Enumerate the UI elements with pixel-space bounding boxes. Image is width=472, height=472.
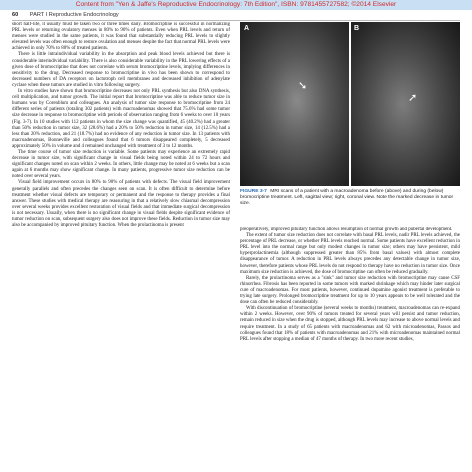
paragraph: short half-life, it usually must be taken two or three times daily. Bromocriptine is successful in normalizing PRL levels or returning ovulatory menses in 80% to 90% of patients. Even when PRL levels and return of menses were studied in the same patients, it was found that substantially reducing PRL levels to slightly elevated levels was often enough to restore ovulation and menses despite the fact that normal PRL levels were achieved in only 70% to 80% of treated patients. xyxy=(12,22,230,52)
paragraph: preoperatively, improved pituitary function allows resumption of normal growth and pubertal development. xyxy=(240,227,453,232)
paragraph: In vitro studies have shown that bromocriptine decreases not only PRL synthesis but also DNA synthesis, cell multiplication, and tumor growth. The initial report that bromocriptine was able to reduce tumor size in humans was by Corenblum and colleagues. An analysis of tumor size response to bromocriptine from 24 different series of patients (totaling 302 patients) with macroadenomas showed that 75.6% had some tumor size decrease in response to bromocriptine with periods of observation ranging from 6 weeks to over 10 years (Fig. 3-7). In 10 studies with 112 patients in whom the size change was quantified, 45 (40.2%) had a greater than 50% reduction in tumor size, 32 (28.6%) had a 20% to 50% reduction in tumor size, 14 (12.5%) had a less than 20% reduction, and 21 (18.7%) had no evidence of any reduction in tumor size. In 13 patients with macroadenomas, Bonneville and colleagues found that 6 tumors disappeared completely, 5 decreased approximately 50% in volume and 4 remained unchanged with treatment of 3 to 12 months. xyxy=(12,89,230,149)
paragraph: With discontinuation of bromocriptine (several weeks to months) treatment, macroadenomas can re-expand within 2 weeks. However, over 90% of tumors treated for several years will persist and tumor reduction, remain reduced in size when the drug is stopped, although PRL levels may increase to above normal levels and require treatment. In a study of 65 patients with macroadenomas and 62 with microadenomas, Passos and colleagues found that 18% of patients with macroadenomas and 21% with microadenomas maintained normal PRL levels after stopping a median of 47 months of therapy. In two more recent studies, xyxy=(240,306,460,342)
caption-text: MRI scans of a patient with a macroadenoma before (above) and during (below) bromocriptine treatment. Left, sagittal view; right, coronal view. Note the marked decrease in tumor size. xyxy=(240,189,454,206)
mri-figure xyxy=(240,22,460,186)
copyright-watermark-bar: Content from "Yen & Jaffe's Reproductive Endocrinology: 7th Edition", ISBN: 9781455727582; ©2014 Elsevier xyxy=(0,0,472,10)
page-number: 60 xyxy=(12,12,19,18)
panel-label-a: A xyxy=(244,25,250,32)
left-text-column xyxy=(12,22,230,468)
arrow-icon: ➚ xyxy=(408,91,418,104)
paragraph: Visual field improvement occurs in 80% to 90% of patients with defects. The visual field improvement generally parallels and often precedes the changes seen on scan. It is often difficult to determine before treatment whether visual defects are temporary or permanent and the response to therapy provides a final answer. These studies with medical therapy are reassuring in that a relatively slow chiasmal decompression over several weeks provides excellent restoration of visual fields and that immediate surgical decompression is not necessary. Usually, when there is no significant change in visual fields despite significant evidence of tumor reduction on scan, subsequent surgery also does not improve these fields. Reduction in tumor size may also be accompanied by improved pituitary function. When the prolactinoma is present xyxy=(12,180,230,229)
mri-sagittal-panel xyxy=(240,22,350,186)
panel-divider xyxy=(349,22,351,186)
right-text-column xyxy=(240,227,460,468)
paragraph: Rarely, the prolactinoma serves as a "sink" and tumor size reduction with bromocriptine may cause CSF rhinorrhea. Fibrosis has been reported in some tumors with marked shrinkage which may hinder later surgical cure of macroadenomas. For most patients, however, continued dopamine agonist treatment is preferable to trying late surgery. Prolonged bromocriptine treatment for up to 10 years appears to be well tolerated and the dose can often be reduced considerably. xyxy=(240,275,460,306)
running-head xyxy=(12,11,460,21)
paragraph: The time course of tumor size reduction is variable. Some patients may experience an extremely rapid decrease in tumor size, with significant change in visual fields being noted within 24 to 72 hours and significant changes noted on scan within 2 weeks. In others, little change may be noted at 6 weeks but a scan again at 6 months may show significant change. In many patients, progressive tumor size reduction can be noted over several years. xyxy=(12,149,230,180)
paragraph: There is little intraindividual variability in the absorption and peak blood levels achieved but there is considerable interindividual variability. There is also considerable variability in the PRL lowering effects of a given dose of bromocriptine that does not correlate with serum bromocriptine levels, implying differences in sensitivity to the drug. Decreased response to bromocriptine in vivo has been shown to correspond to decreased numbers of DA receptors on lactotroph cell membranes and decreased inhibition of adenylate cyclase when these tumors are studied in vitro following surgery. xyxy=(12,52,230,88)
mri-coronal-panel xyxy=(350,22,460,186)
arrow-icon: ➘ xyxy=(298,79,308,92)
panel-label-b: B xyxy=(354,25,360,32)
paragraph: The extent of tumor size reduction does not correlate with basal PRL levels, nadir PRL levels achieved, the percentage of PRL decrease, or whether PRL levels reached normal. Some patients have excellent reduction in PRL level into the normal range but only modest changes in tumor size; others may have persistent, mild hyperprolactinemia (although suppressed greater than 85% from basal values) with almost complete disappearance of tumor. A reduction in PRL levels always precedes any detectable change in tumor size, however, therefore patients whose PRL levels do not respond to therapy have no reduction in tumor size. Once maximum size reduction is achieved, the dose of bromocriptine can often be reduced gradually. xyxy=(240,233,460,275)
figure-caption xyxy=(240,189,460,207)
section-title: PART I Reproductive Endocrinology xyxy=(29,12,119,18)
figure-label: FIGURE 3-7 xyxy=(240,189,267,194)
